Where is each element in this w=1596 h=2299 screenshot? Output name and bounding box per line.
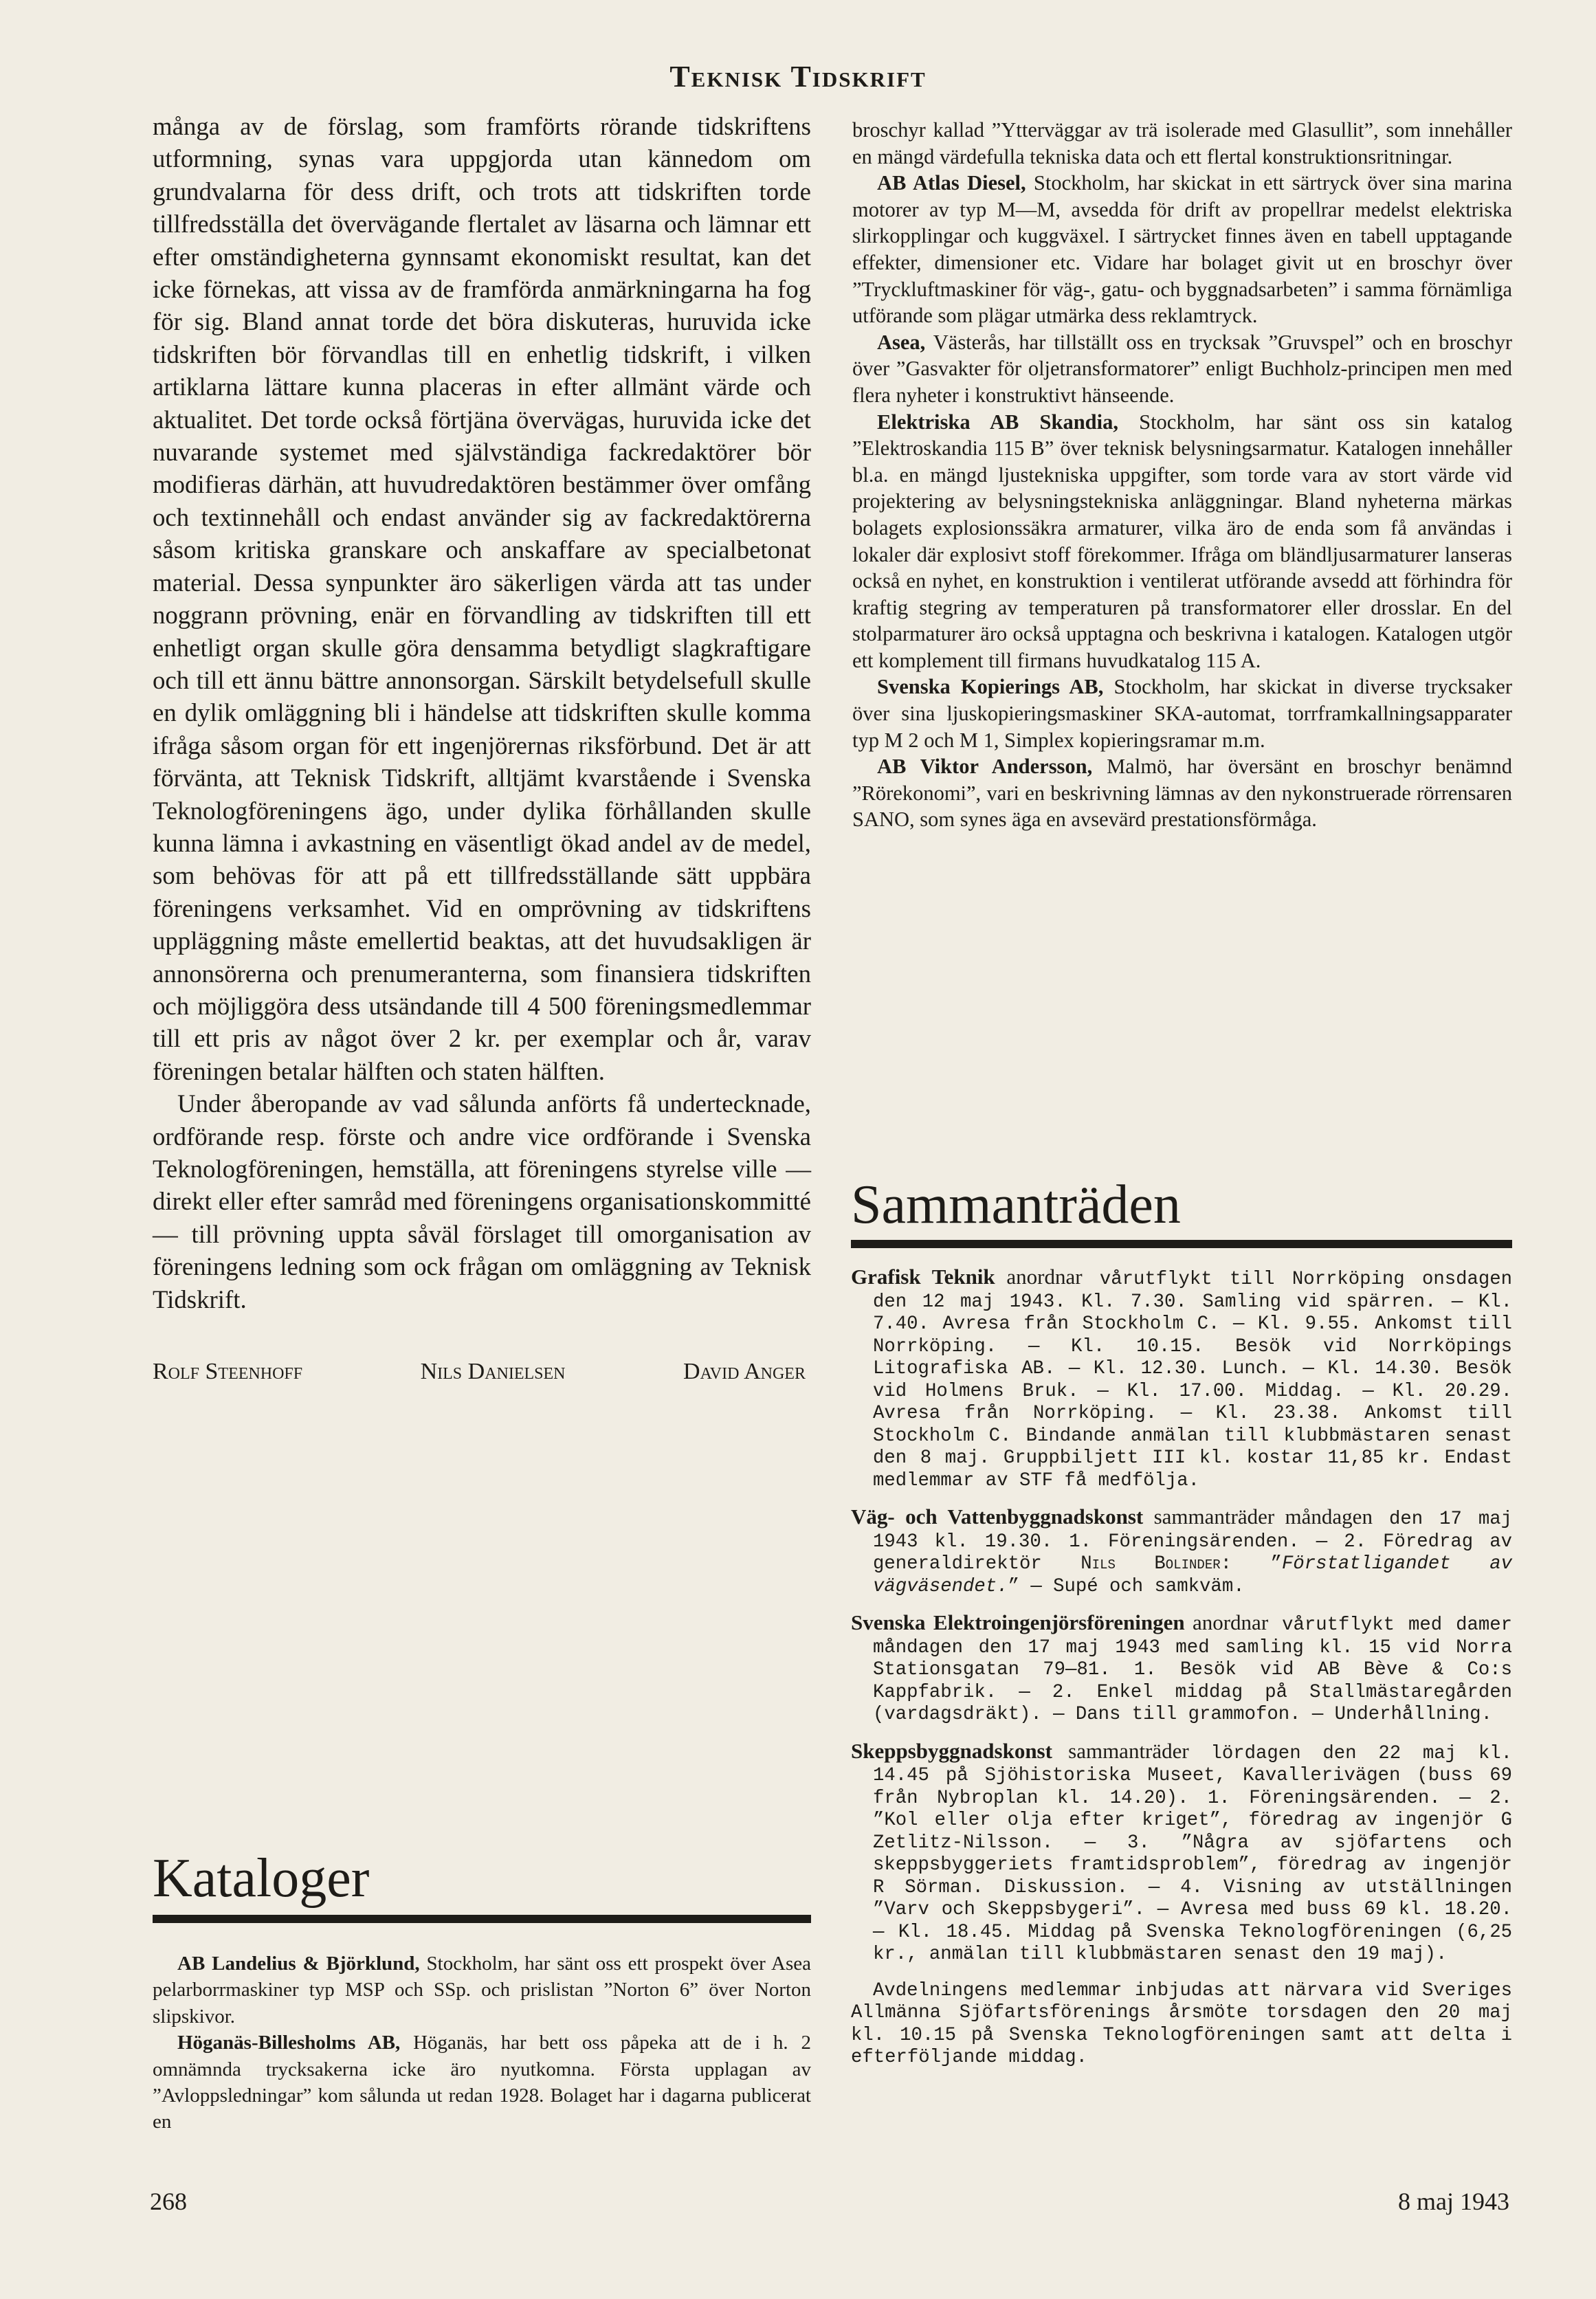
signature-name: Rolf Steenhoff: [153, 1359, 303, 1385]
meeting-item: [851, 1266, 1512, 1492]
company-name: Elektriska AB Skandia,: [877, 410, 1118, 434]
article-column: [153, 110, 811, 1388]
catalog-entry: [153, 1951, 811, 2030]
journal-title: Teknisk Tidskrift: [669, 60, 927, 93]
issue-date: 8 maj 1943: [1398, 2188, 1509, 2215]
company-name: Höganäs-Billesholms AB,: [177, 2032, 401, 2054]
entry-text: Stockholm, har sänt oss sin katalog ”Elektroskandia 115 B” över teknisk belysningsarmatur. Katalogen innehåller bl.a. en mängd ljustekniska uppgifter, som torde vara av stort värde vid projektering av belysningstekniska anläggningar. Bland nyheterna märkas bolagets explosionssäkra armaturer, vilka äro de enda som få användas i lokaler där explosivt stoff förekommer. Ifråga om bländljusarmaturer lanseras också en nyhet, en konstruktion i ventilerat utförande avsedd att förhindra för kraftig stegring av temperaturen på transformatorer eller drosslar. En del stolparmaturer äro också upptagna och beskrivna i katalogen. Katalogen utgör ett komplement till firmans huvudkatalog 115 A.: [852, 410, 1512, 672]
meeting-list: [851, 1266, 1512, 2069]
event-text: lördagen den 22 maj kl. 14.45 på Sjöhistoriska Museet, Kavallerivägen (buss 69 från Nybroplan kl. 14.20). 1. Föreningsärenden. — 2. ”Kol eller olja efter kriget”, föredrag av ingenjör G Zetlitz-Nilsson. — 3. ”Några av sjöfartens och skeppsbyggeriets framtidsproblem”, föredrag av ingenjör R Sörman. Diskussion. — 4. Visning av utställningen ”Varv och Skeppsbygeri”. — Avresa med buss 69 kl. 18.20. — Kl. 18.45. Middag på Svenska Teknologföreningen (6,25 kr., anmälan till klubbmästaren senast den 19 maj).: [873, 1742, 1512, 1965]
signature-name: David Anger: [683, 1359, 806, 1385]
heading-rule: [153, 1915, 811, 1923]
entry-text: Malmö, har översänt en broschyr benämnd ”Rörekonomi”, vari en beskrivning lämnas av den nykonstruerade rörrensaren SANO, som synes äga en avsevärd prestationsförmåga.: [852, 755, 1512, 832]
heading-rule: [851, 1240, 1512, 1248]
section-heading: Sammanträden: [851, 1175, 1181, 1235]
catalog-entry: [852, 329, 1512, 409]
catalog-entry: [852, 409, 1512, 674]
article-paragraph: många av de förslag, som framförts rörande tidskriftens utformning, synas vara uppgjorda utan kännedom om grundvalarna för dess drift, och trots att tidskriften torde tillfredsställa det övervägande flertalet av läsarna och lämnar ett efter omständigheterna gynnsamt ekonomiskt resultat, kan det icke förnekas, att vissa av de framförda anmärkningarna ha fog för sig. Bland annat torde det böra diskuteras, huruvida icke tidskriften bör förvandlas till en enhetlig tidskrift, i vilken artiklarna lättare kunna placeras in efter allmänt värde och aktualitet. Det torde också förtjäna övervägas, huruvida icke det nuvarande systemet med självständiga fackredaktörer bör modifieras därhän, att huvudredaktören bestämmer över omfång och textinnehåll och endast använder sig av fackredaktörerna såsom kritiska granskare och anskaffare av specialbetonat material. Dessa synpunkter äro säkerligen värda att tas under noggrann prövning, enär en förvandling av tidskriften till ett enhetligt organ skulle göra densamma betydligt slagkraftigare och till ett ännu bättre annonsorgan. Särskilt betydelsefull skulle en dylik omläggning bli i händelse att tidskriften skulle komma ifråga såsom organ för ett ingenjörernas riksförbund. Det är att förvänta, att Teknisk Tidskrift, alltjämt kvarstående i Svenska Teknologföreningens ägo, under dylika förhållanden skulle kunna lämna i avkastning en väsentligt ökad andel av de medel, som behövas för att på ett tillfredsställande sätt uppbära föreningens verksamhet. Vid en omprövning av tidskriftens uppläggning måste emellertid beaktas, att det huvudsakligen är annonsörerna och prenumeranterna, som finansiera tidskriften och möjliggöra dess utsändande till 4 500 föreningsmedlemmar till ett pris av något över 2 kr. per exemplar och år, varav föreningen betalar hälften och staten hälften.: [153, 112, 811, 1085]
entry-text: Stockholm, har skickat in diverse trycksaker över sina ljuskopieringsmaskiner SKA-automat, torrframkallningsapparater typ M 2 och M 1, Simplex kopieringsramar m.m.: [852, 675, 1512, 752]
organization-name: Grafisk Teknik: [851, 1265, 995, 1289]
event-text: vårutflykt till Norrköping onsdagen den 12 maj 1943. Kl. 7.30. Samling vid spärren. — Kl. 7.40. Avresa från Stockholm C. — Kl. 9.55. Ankomst till Norrköping. — Kl. 10.15. Besök vid Norrköpings Litografiska AB. — Kl. 12.30. Lunch. — Kl. 14.30. Besök vid Holmens Bruk. — Kl. 17.00. Middag. — Kl. 20.29. Avresa från Norrköping. — Kl. 23.38. Ankomst till Stockholm C. Bindande anmälan till klubbmästaren senast den 8 maj. Gruppbiljett III kl. kostar 11,85 kr. Endast medlemmar av STF få medfölja.: [873, 1269, 1512, 1491]
catalog-entry: [852, 753, 1512, 833]
article-paragraph: Under åberopande av vad sålunda anförts få undertecknade, ordförande resp. förste och andre vice ordförande i Svenska Teknologföreningen, hemställa, att föreningens styrelse ville — direkt eller efter samråd med föreningens organisationskommitté — till prövning uppta såväl förslaget till omorganisation av föreningens ledning som ock frågan om omläggning av Teknisk Tidskrift.: [153, 1089, 811, 1313]
event-lead: anordnar: [995, 1265, 1083, 1289]
organization-name: Svenska Elektroingenjörsföreningen: [851, 1610, 1185, 1634]
event-lead: sammanträder måndagen: [1143, 1504, 1373, 1529]
entry-text: Stockholm, har skickat in ett särtryck över sina marina motorer av typ M—M, avsedda för drift av propellrar medelst elektriska slirkopplingar och kuggväxel. I särtrycket finnes även en tabell upptagande effekter, dimensioner etc. Vidare har bolaget givit ut en broschyr över ”Tryckluftmaskiner för väg-, gatu- och byggnadsarbeten” i samma förnämliga utförande som plägar utmärka dess reklamtryck.: [852, 171, 1512, 328]
meeting-item: [851, 1740, 1512, 1966]
catalog-entry-continuation: broschyr kallad ”Ytterväggar av trä isolerade med Glasullit”, som innehåller en mängd värdefulla tekniska data och ett flertal konstruktionsritningar.: [852, 118, 1512, 168]
company-name: Asea,: [877, 330, 926, 354]
entry-text: Höganäs, har bett oss påpeka att de i h. 2 omnämnda trycksakerna icke äro nyutkomna. Första upplagan av ”Avloppsledningar” kom sålunda ut redan 1928. Bolaget har i dagarna publicerat en: [153, 2032, 811, 2133]
sammantraden-section: [851, 1174, 1512, 2069]
company-name: AB Landelius & Björklund,: [177, 1953, 420, 1975]
catalog-entries: [153, 1951, 811, 2135]
catalog-entry: [852, 674, 1512, 753]
company-name: Svenska Kopierings AB,: [877, 675, 1104, 699]
event-text: ” — Supé och samkväm.: [1008, 1575, 1245, 1597]
event-lead: anordnar: [1184, 1610, 1269, 1634]
signature-name: Nils Danielsen: [420, 1359, 566, 1385]
meeting-item: [851, 1506, 1512, 1598]
organization-name: Skeppsbyggnadskonst: [851, 1738, 1052, 1763]
catalog-continuation-column: [852, 117, 1512, 833]
entry-text: Västerås, har tillställt oss en trycksak ”Gruvspel” och en broschyr över ”Gasvakter för oljetransformatorer” enligt Buchholz-principen men med flera nyheter i konstruktivt hänseende.: [852, 330, 1512, 407]
event-text: vårutflykt med damer måndagen den 17 maj 1943 med samling kl. 15 vid Norra Stationsgatan 79—81. 1. Besök vid AB Bève & Co:s Kappfabrik. — 2. Enkel middag på Stallmästaregården (vardagsdräkt). — Dans till grammofon. — Underhållning.: [873, 1614, 1513, 1725]
organization-name: Väg- och Vattenbyggnadskonst: [851, 1504, 1144, 1529]
section-heading: Kataloger: [153, 1848, 370, 1909]
kataloger-section: [153, 1847, 811, 2135]
lecture-title: Förstatligandet av vägväsendet.: [873, 1553, 1512, 1597]
event-text: den 17 maj 1943 kl. 19.30. 1. Föreningsärenden. — 2. Föredrag av generaldirektör: [873, 1509, 1512, 1575]
meeting-item: [851, 1612, 1512, 1726]
company-name: AB Viktor Andersson,: [877, 755, 1093, 779]
page-number: 268: [150, 2188, 187, 2215]
company-name: AB Atlas Diesel,: [877, 171, 1026, 195]
event-text: : ”: [1220, 1553, 1282, 1575]
signatures: [153, 1355, 811, 1388]
event-lead: sammanträder: [1052, 1738, 1189, 1763]
catalog-entry: [852, 170, 1512, 329]
catalog-entry: [153, 2030, 811, 2135]
meeting-note: Avdelningens medlemmar inbjudas att närvara vid Sveriges Allmänna Sjöfartsförenings årsmöte torsdagen den 20 maj kl. 10.15 på Svenska Teknologföreningen samt att delta i efterföljande middag.: [851, 1979, 1512, 2068]
entry-text: Stockholm, har sänt oss ett prospekt över Asea pelarborrmaskiner typ MSP och SSp. och prislistan ”Norton 6” över Norton slipskivor.: [153, 1953, 811, 2028]
speaker-name: Nils Bolinder: [1080, 1553, 1221, 1575]
